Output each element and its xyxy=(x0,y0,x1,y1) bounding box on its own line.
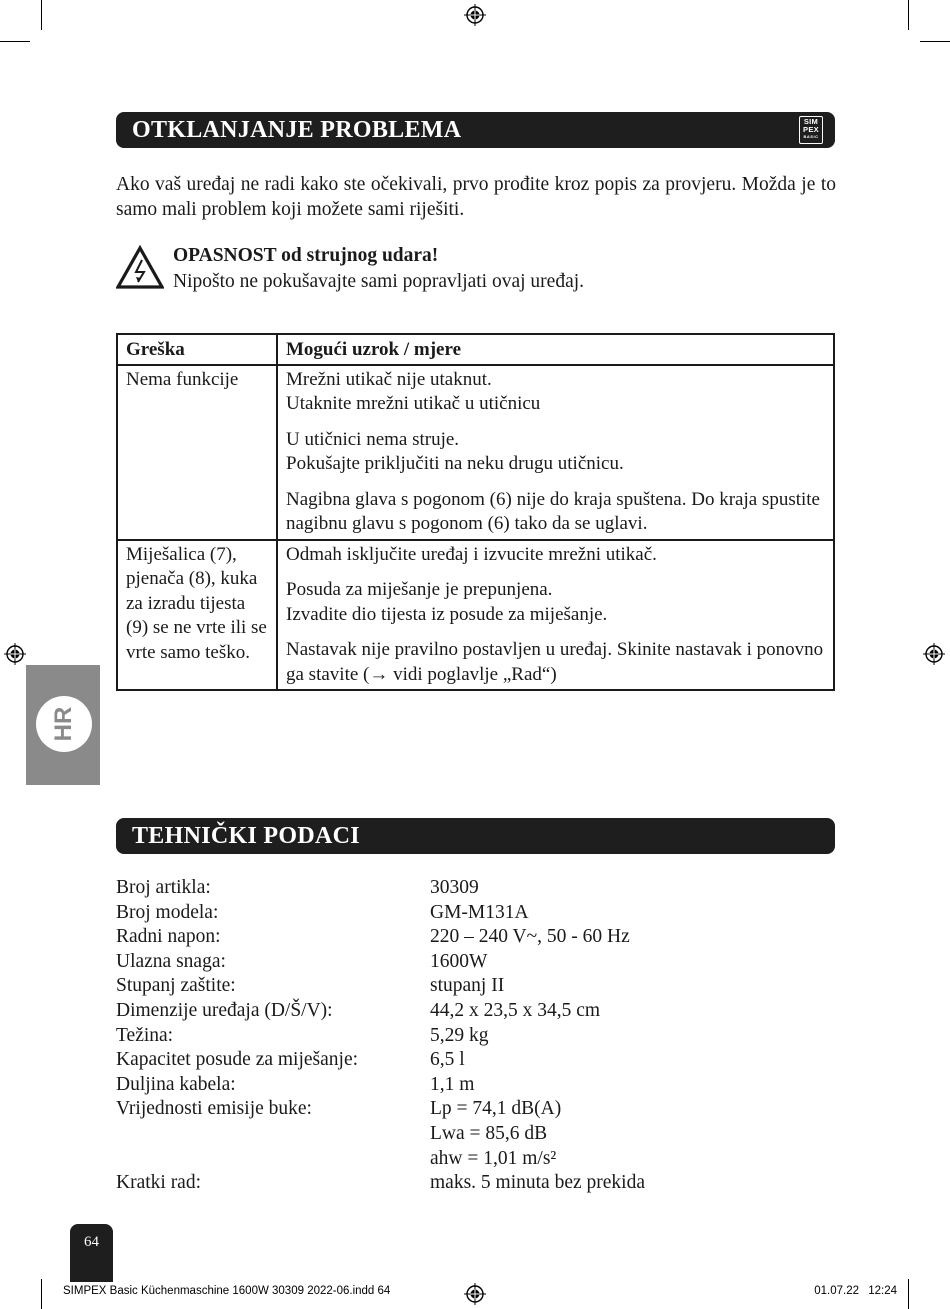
cause-line: Posuda za miješanje je prepunjena. xyxy=(286,579,553,600)
spec-value-line: 5,29 kg xyxy=(430,1024,489,1046)
language-tab xyxy=(26,665,100,785)
spec-value xyxy=(430,1073,474,1098)
cause-line: U utičnici nema struje. xyxy=(286,428,460,450)
column-header-fault: Greška xyxy=(117,334,277,365)
simpex-basic-logo xyxy=(799,116,823,144)
troubleshooting-heading: OTKLANJANJE PROBLEMA xyxy=(132,116,462,143)
warning-text: Nipošto ne pokušavajte sami popravljati ovaj uređaj. xyxy=(173,271,585,292)
footer-date: 01.07.22 xyxy=(814,1285,860,1297)
cause-line: Odmah isključite uređaj i izvucite mrežni utikač. xyxy=(286,543,657,565)
fault-cell: Miješalica (7), pjenača (8), kuka za izradu tijesta (9) se ne vrte ili se vrte samo teško. xyxy=(117,540,277,691)
spec-value-line: ahw = 1,01 m/s² xyxy=(430,1147,557,1169)
spec-label: Stupanj zaštite: xyxy=(116,975,236,997)
crop-mark xyxy=(920,41,950,42)
cause-line: Izvadite dio tijesta iz posude za miješanje. xyxy=(286,603,608,625)
crop-mark xyxy=(41,0,42,30)
spec-row xyxy=(116,901,835,926)
spec-row xyxy=(116,1171,835,1196)
cause-item xyxy=(286,578,825,627)
cause-line: Nastavak nije pravilno postavljen u uređaj. Skinite nastavak i ponovno ga stavite (→ vidi poglavlje „Rad“) xyxy=(286,639,824,685)
warning-title: OPASNOST od strujnog udara! xyxy=(173,245,439,266)
spec-value-line: 1,1 m xyxy=(430,1073,475,1095)
cause-item xyxy=(286,428,825,477)
column-header-cause: Mogući uzrok / mjere xyxy=(277,334,834,365)
cause-item xyxy=(286,488,825,537)
fault-cell: Nema funkcije xyxy=(117,365,277,540)
spec-label: Broj artikla: xyxy=(116,877,211,898)
technical-spec-list xyxy=(116,876,835,1196)
spec-row xyxy=(116,1073,835,1098)
spec-label: Broj modela: xyxy=(116,901,219,923)
footer-file-info: SIMPEX Basic Küchenmaschine 1600W 30309 2022-06.indd 64 xyxy=(63,1285,391,1297)
spec-value xyxy=(430,1048,465,1073)
spec-value-line: 220 – 240 V~, 50 - 60 Hz xyxy=(430,926,630,948)
spec-value xyxy=(430,876,479,901)
table-row xyxy=(117,540,834,691)
logo-line: PEX xyxy=(803,125,819,134)
spec-label: Radni napon: xyxy=(116,926,221,948)
footer-timestamp xyxy=(814,1285,897,1297)
spec-row xyxy=(116,999,835,1024)
crop-mark xyxy=(908,0,909,30)
footer-time: 12:24 xyxy=(868,1285,897,1297)
cause-item xyxy=(286,543,825,568)
language-badge xyxy=(36,696,92,752)
crop-mark xyxy=(0,41,30,42)
spec-value-line: stupanj II xyxy=(430,975,505,997)
spec-value xyxy=(430,925,630,950)
table-row xyxy=(117,365,834,540)
spec-row xyxy=(116,1097,835,1171)
spec-label: Vrijednosti emisije buke: xyxy=(116,1098,312,1120)
spec-value xyxy=(430,1024,489,1049)
cause-item xyxy=(286,638,825,687)
spec-label: Težina: xyxy=(116,1024,174,1046)
spec-value-line: 30309 xyxy=(430,877,479,898)
electric-shock-warning-icon xyxy=(116,245,164,289)
spec-value xyxy=(430,901,529,926)
registration-mark-icon xyxy=(4,643,26,665)
spec-value-line: Lwa = 85,6 dB xyxy=(430,1122,548,1144)
spec-label: Duljina kabela: xyxy=(116,1073,236,1095)
spec-row xyxy=(116,1024,835,1049)
spec-row xyxy=(116,974,835,999)
spec-value-line: Lp = 74,1 dB(A) xyxy=(430,1098,562,1120)
spec-label: Kapacitet posude za miješanje: xyxy=(116,1049,359,1071)
registration-mark-icon xyxy=(464,1283,486,1305)
table-header-row xyxy=(117,334,834,365)
crop-mark xyxy=(908,1279,909,1309)
spec-value xyxy=(430,950,487,975)
technical-heading-bar xyxy=(116,818,835,854)
spec-value-line: 44,2 x 23,5 x 34,5 cm xyxy=(430,999,601,1021)
spec-value xyxy=(430,1097,561,1171)
technical-heading: TEHNIČKI PODACI xyxy=(132,822,360,849)
language-label: HR xyxy=(50,706,77,742)
spec-row xyxy=(116,950,835,975)
logo-line: BASIC xyxy=(803,134,819,139)
troubleshooting-heading-bar xyxy=(116,112,835,148)
spec-value xyxy=(430,999,600,1024)
logo-line: SIM xyxy=(803,117,819,126)
warning-notice xyxy=(116,243,836,295)
spec-label: Kratki rad: xyxy=(116,1172,202,1194)
spec-value-line: 1600W xyxy=(430,950,488,972)
cause-line: Pokušajte priključiti na neku drugu utičnicu. xyxy=(286,453,624,474)
cause-line: Mrežni utikač nije utaknut. xyxy=(286,368,492,390)
page-number: 64 xyxy=(70,1224,113,1282)
spec-row xyxy=(116,876,835,901)
troubleshooting-table xyxy=(116,333,835,691)
spec-row xyxy=(116,925,835,950)
registration-mark-icon xyxy=(464,4,486,26)
spec-value xyxy=(430,1171,645,1196)
cause-cell xyxy=(277,365,834,540)
spec-label: Dimenzije uređaja (D/Š/V): xyxy=(116,999,333,1021)
cause-line: Utaknite mrežni utikač u utičnicu xyxy=(286,393,541,414)
cause-line: Nagibna glava s pogonom (6) nije do kraja spuštena. Do kraja spustite nagibnu glavu s pogonom (6) tako da se uglavi. xyxy=(286,488,820,534)
crop-mark xyxy=(41,1279,42,1309)
spec-row xyxy=(116,1048,835,1073)
registration-mark-icon xyxy=(923,643,945,665)
troubleshooting-intro: Ako vaš uređaj ne radi kako ste očekivali, prvo prođite kroz popis za provjeru. Možda je to samo mali problem koji možete sami riješiti. xyxy=(116,174,836,220)
spec-value xyxy=(430,974,504,999)
spec-value-line: 6,5 l xyxy=(430,1049,465,1071)
spec-value-line: maks. 5 minuta bez prekida xyxy=(430,1172,645,1194)
cause-item xyxy=(286,368,825,417)
spec-value-line: GM-M131A xyxy=(430,901,529,923)
cause-cell xyxy=(277,540,834,691)
spec-label: Ulazna snaga: xyxy=(116,950,226,972)
